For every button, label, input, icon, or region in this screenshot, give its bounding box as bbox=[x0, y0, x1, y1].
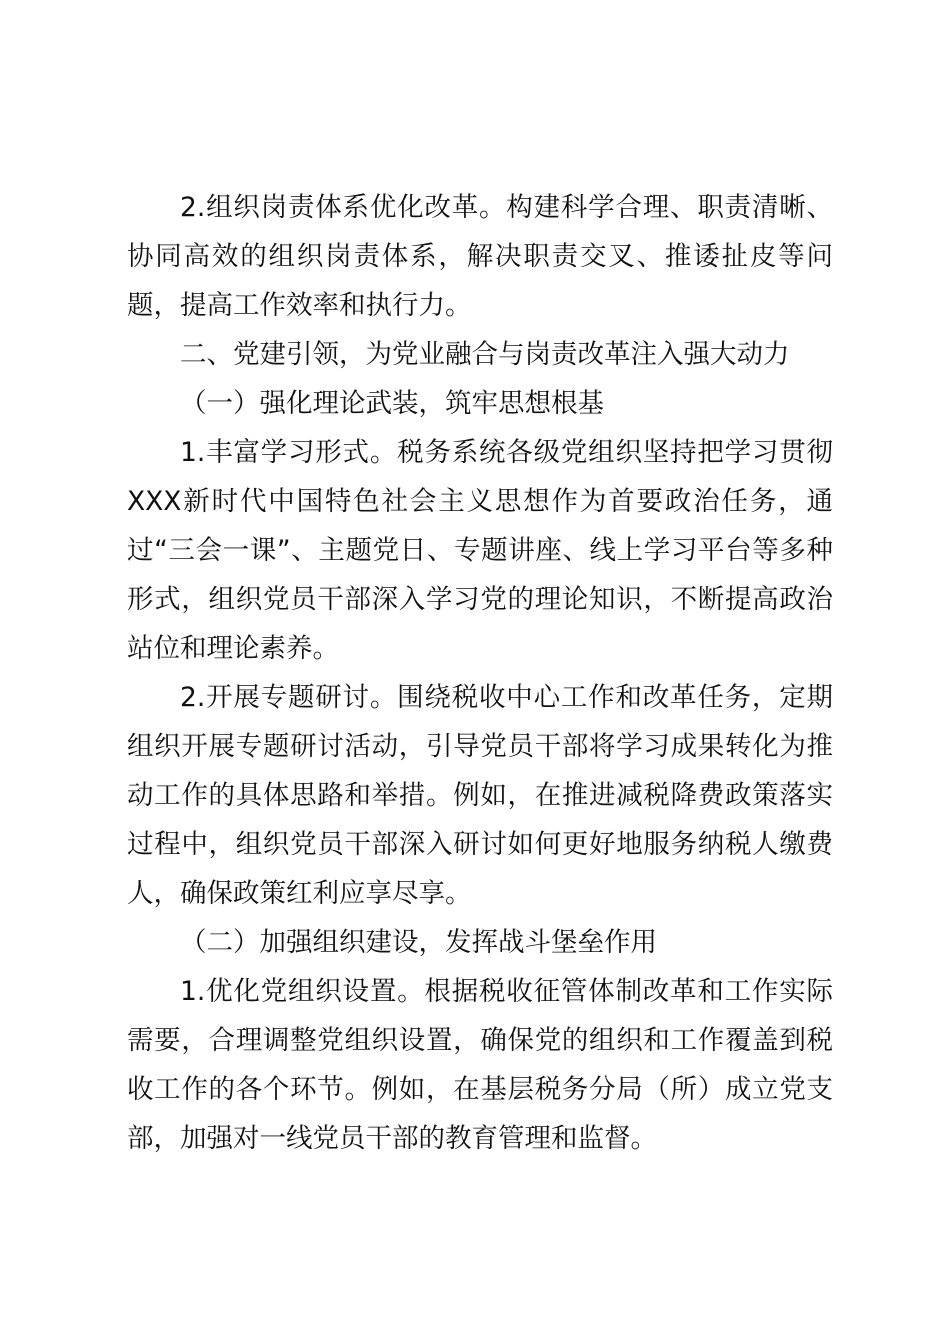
paragraph-org-setup: 1.优化党组织设置。根据税收征管体制改革和工作实际需要，合理调整党组织设置，确保党的组织和工作覆盖到税收工作的各个环节。例如，在基层税务分局（所）成立党支部，加强对一线党员干部的教育管理和监督。 bbox=[127, 976, 833, 1154]
document-body bbox=[127, 183, 833, 1163]
paragraph-study-forms: 1.丰富学习形式。税务系统各级党组织坚持把学习贯彻XXX新时代中国特色社会主义思想作为首要政治任务，通过“三会一课”、主题党日、专题讲座、线上学习平台等多种形式，组织党员干部深入学习党的理论知识，不断提高政治站位和理论素养。 bbox=[127, 437, 833, 664]
subsection-heading-theory: （一）强化理论武装，筑牢思想根基 bbox=[180, 388, 604, 419]
subsection-heading-organization: （二）加强组织建设，发挥战斗堡垒作用 bbox=[180, 927, 657, 958]
paragraph-org-post-reform: 2.组织岗责体系优化改革。构建科学合理、职责清晰、协同高效的组织岗责体系，解决职责交叉、推诿扯皮等问题，提高工作效率和执行力。 bbox=[127, 192, 833, 321]
paragraph-topic-seminars: 2.开展专题研讨。围绕税收中心工作和改革任务，定期组织开展专题研讨活动，引导党员干部将学习成果转化为推动工作的具体思路和举措。例如，在推进减税降费政策落实过程中，组织党员干部深入研讨如何更好地服务纳税人缴费人，确保政策红利应享尽享。 bbox=[127, 682, 833, 909]
section-heading-party-building: 二、党建引领，为党业融合与岗责改革注入强大动力 bbox=[180, 339, 790, 370]
